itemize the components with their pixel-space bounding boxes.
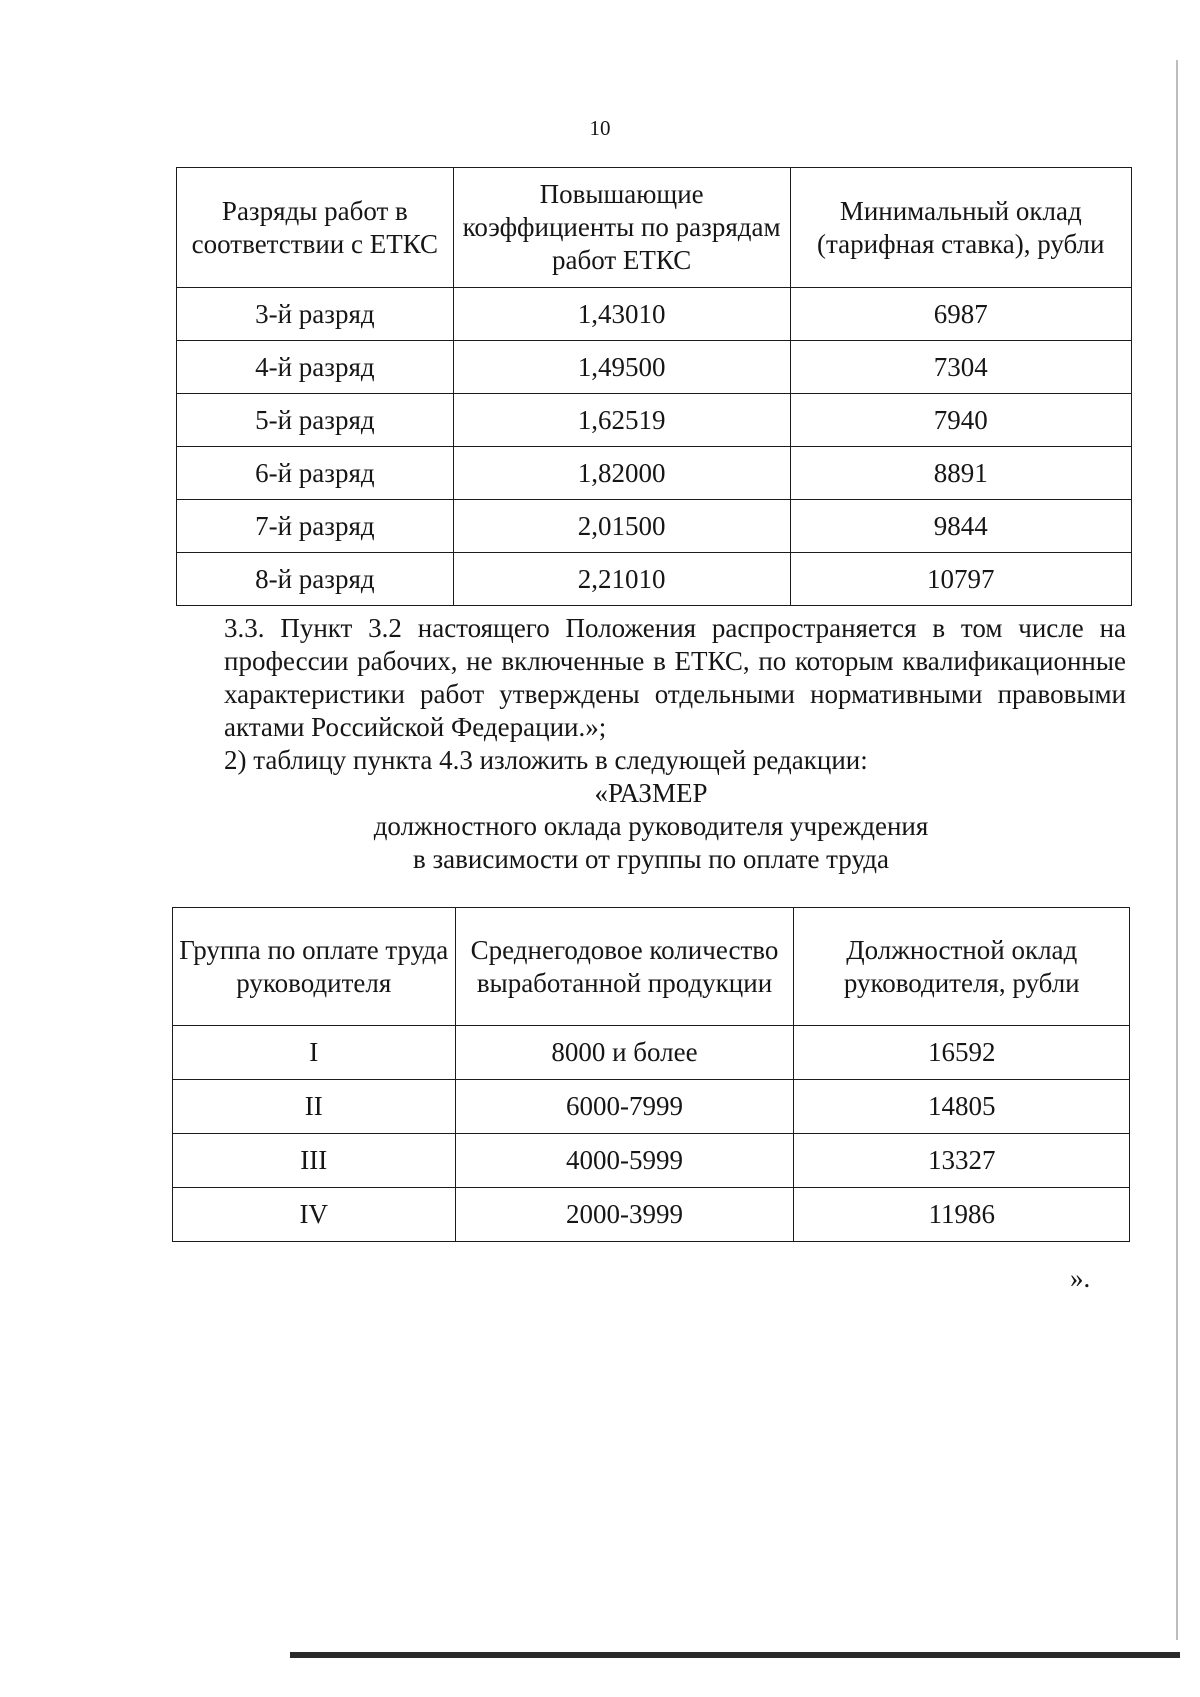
head-salary-table	[172, 907, 1130, 1242]
title-line-2: должностного оклада руководителя учреждения	[373, 811, 929, 841]
table-header-row	[173, 908, 1130, 1026]
cell-grade: 3-й разряд	[177, 288, 454, 341]
table-row	[173, 1080, 1130, 1134]
cell-grade: 4-й разряд	[177, 341, 454, 394]
cell-coefficient: 1,82000	[453, 447, 790, 500]
item-2	[176, 744, 1126, 777]
cell-min-salary: 9844	[790, 500, 1131, 553]
table-row	[177, 394, 1132, 447]
cell-coefficient: 2,01500	[453, 500, 790, 553]
cell-production: 4000-5999	[455, 1134, 794, 1188]
cell-grade: 5-й разряд	[177, 394, 454, 447]
cell-min-salary: 7304	[790, 341, 1131, 394]
table-row	[177, 288, 1132, 341]
header-cell-grade: Разряды работ в соответствии с ЕТКС	[177, 168, 454, 288]
cell-production: 2000-3999	[455, 1188, 794, 1242]
cell-pay-group: IV	[173, 1188, 456, 1242]
cell-pay-group: II	[173, 1080, 456, 1134]
table-row	[177, 447, 1132, 500]
title-line-1: «РАЗМЕР	[594, 778, 708, 808]
cell-production: 6000-7999	[455, 1080, 794, 1134]
table-row	[177, 341, 1132, 394]
header-cell-min-salary: Минимальный оклад (тарифная ставка), рубли	[790, 168, 1131, 288]
cell-coefficient: 1,43010	[453, 288, 790, 341]
page-number: 10	[589, 116, 611, 140]
header-cell-salary: Должностной оклад руководителя, рубли	[794, 908, 1130, 1026]
cell-min-salary: 7940	[790, 394, 1131, 447]
coefficients-table	[176, 167, 1132, 606]
table-row	[173, 1026, 1130, 1080]
cell-salary: 16592	[794, 1026, 1130, 1080]
cell-min-salary: 8891	[790, 447, 1131, 500]
cell-pay-group: I	[173, 1026, 456, 1080]
cell-coefficient: 1,62519	[453, 394, 790, 447]
scan-edge-line	[1176, 60, 1178, 1640]
cell-coefficient: 2,21010	[453, 553, 790, 606]
cell-grade: 8-й разряд	[177, 553, 454, 606]
table-row	[173, 1134, 1130, 1188]
closing-quote-mark: ».	[1070, 1263, 1091, 1293]
table-row	[177, 500, 1132, 553]
cell-grade: 7-й разряд	[177, 500, 454, 553]
item-2-text: 2) таблицу пункта 4.3 изложить в следующей редакции:	[224, 745, 868, 775]
table-row	[177, 553, 1132, 606]
cell-grade: 6-й разряд	[177, 447, 454, 500]
header-cell-pay-group: Группа по оплате труда руководителя	[173, 908, 456, 1026]
cell-min-salary: 6987	[790, 288, 1131, 341]
scan-bottom-line	[290, 1652, 1180, 1658]
paragraph-3-3	[176, 612, 1126, 744]
header-cell-production: Среднегодовое количество выработанной продукции	[455, 908, 794, 1026]
cell-salary: 13327	[794, 1134, 1130, 1188]
cell-pay-group: III	[173, 1134, 456, 1188]
cell-min-salary: 10797	[790, 553, 1131, 606]
cell-salary: 11986	[794, 1188, 1130, 1242]
cell-coefficient: 1,49500	[453, 341, 790, 394]
title-line-3: в зависимости от группы по оплате труда	[413, 844, 889, 874]
table-row	[173, 1188, 1130, 1242]
header-cell-coefficient: Повышающие коэффициенты по разрядам работ ЕТКС	[453, 168, 790, 288]
table-header-row	[177, 168, 1132, 288]
cell-production: 8000 и более	[455, 1026, 794, 1080]
cell-salary: 14805	[794, 1080, 1130, 1134]
paragraph-3-3-text: 3.3. Пункт 3.2 настоящего Положения распространяется в том числе на профессии рабочих, не включенные в ЕТКС, по которым квалификационные характеристики работ утверждены отдельными нормативными правовыми актами Российской Федерации.»;	[224, 613, 1126, 742]
